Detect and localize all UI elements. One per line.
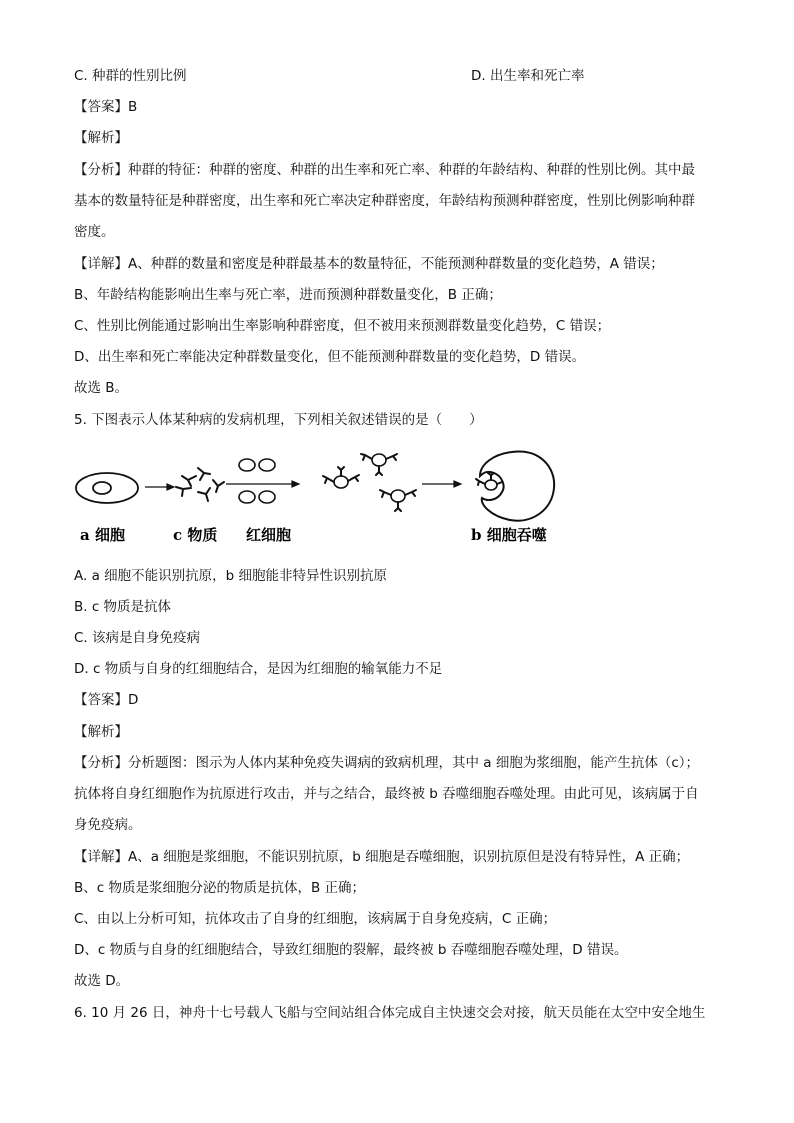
q5-detail-a: 【详解】A、a 细胞是浆细胞，不能识别抗原，b 细胞是吞噬细胞，识别抗原但是没有特异性，A 正确； — [74, 849, 690, 865]
arrow-2 — [226, 481, 299, 487]
q4-option-c: C. 种群的性别比例 — [74, 68, 187, 84]
antibody-bound-rbcs — [323, 454, 416, 511]
a-cell-shape — [76, 473, 138, 503]
q5-option-c: C. 该病是自身免疫病 — [74, 630, 201, 646]
q4-option-d: D. 出生率和死亡率 — [471, 68, 585, 84]
q4-options-cd-row — [74, 66, 585, 86]
q5-stem: 5. 下图表示人体某种病的发病机理，下列相关叙述错误的是（ ） — [74, 412, 483, 428]
q4-detail-b: B、年龄结构能影响出生率与死亡率，进而预测种群数量变化，B 正确； — [74, 287, 502, 303]
q5-analysis-line-2: 抗体将自身红细胞作为抗原进行攻击，并与之结合，最终被 b 吞噬细胞吞噬处理。由此可见，该病属于自 — [74, 786, 699, 802]
q6-stem: 6. 10 月 26 日，神舟十七号载人飞船与空间站组合体完成自主快速交会对接，航天员能在太空中安全地生 — [74, 1005, 706, 1021]
q5-option-d: D. c 物质与自身的红细胞结合，是因为红细胞的输氧能力不足 — [74, 661, 443, 677]
q4-conclusion: 故选 B。 — [74, 380, 129, 396]
diagram-label-a-cell: a 细胞 — [80, 526, 125, 544]
q4-analysis-line-3: 密度。 — [74, 224, 115, 240]
diagram-label-c-substance: c 物质 — [173, 526, 218, 544]
q4-detail-d: D、出生率和死亡率能决定种群数量变化，但不能预测种群数量的变化趋势，D 错误。 — [74, 349, 586, 365]
q5-analysis-line-1: 【分析】分析题图：图示为人体内某种免疫失调病的致病机理，其中 a 细胞为浆细胞，能产生抗体（c）； — [74, 755, 700, 771]
q5-answer: 【答案】D — [74, 692, 139, 708]
q4-analysis-heading: 【解析】 — [74, 130, 128, 146]
c-substance-antibodies — [176, 468, 224, 501]
q5-detail-d: D、c 物质与自身的红细胞结合，导致红细胞的裂解，最终被 b 吞噬细胞吞噬处理，D 错误。 — [74, 942, 628, 958]
q5-option-b: B. c 物质是抗体 — [74, 599, 172, 615]
diagram-label-rbc: 红细胞 — [246, 526, 292, 544]
q5-option-a: A. a 细胞不能识别抗原，b 细胞能非特异性识别抗原 — [74, 568, 388, 584]
q5-analysis-heading: 【解析】 — [74, 724, 128, 740]
q4-analysis-line-1: 【分析】种群的特征：种群的密度、种群的出生率和死亡率、种群的年龄结构、种群的性别比例。其中最 — [74, 162, 695, 178]
q5-detail-c: C、由以上分析可知，抗体攻击了自身的红细胞，该病属于自身免疫病，C 正确； — [74, 911, 557, 927]
q4-analysis-line-2: 基本的数量特征是种群密度，出生率和死亡率决定种群密度，年龄结构预测种群密度，性别比例影响种群 — [74, 193, 695, 209]
q4-answer: 【答案】B — [74, 99, 138, 115]
arrow-3 — [422, 481, 461, 487]
diagram-label-b-cell: b 细胞吞噬 — [471, 526, 547, 544]
b-cell-phagocyte — [480, 451, 554, 520]
arrow-1 — [145, 484, 174, 490]
immune-mechanism-diagram — [70, 440, 570, 555]
red-blood-cells — [239, 459, 275, 503]
q4-detail-c: C、性别比例能通过影响出生率影响种群密度，但不被用来预测群数量变化趋势，C 错误； — [74, 318, 611, 334]
q5-conclusion: 故选 D。 — [74, 973, 130, 989]
q4-detail-a: 【详解】A、种群的数量和密度是种群最基本的数量特征，不能预测种群数量的变化趋势，A 错误； — [74, 256, 664, 272]
q5-analysis-line-3: 身免疫病。 — [74, 817, 142, 833]
q5-detail-b: B、c 物质是浆细胞分泌的物质是抗体，B 正确； — [74, 880, 366, 896]
